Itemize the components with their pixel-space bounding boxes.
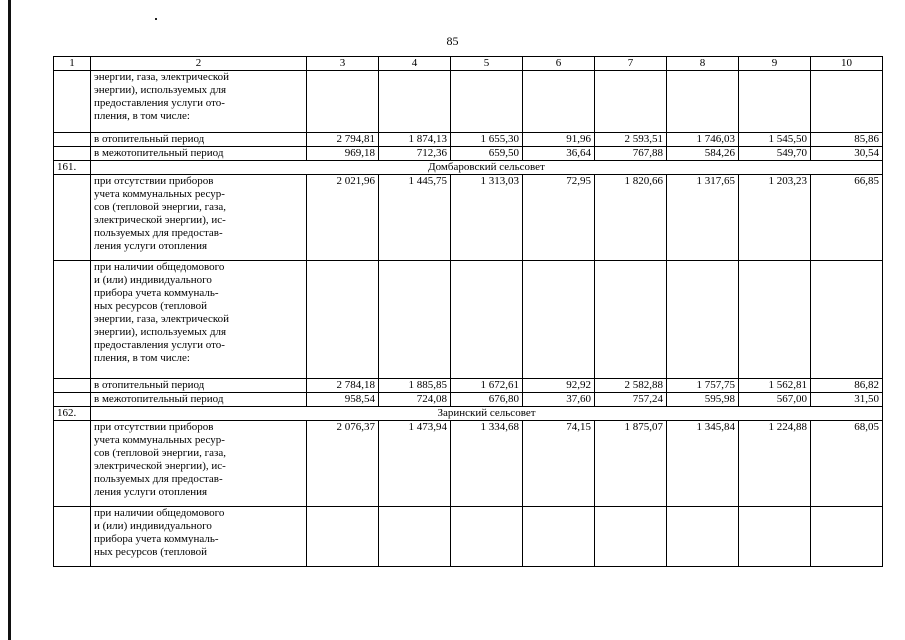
value-cell [811, 507, 883, 567]
value-cell: 30,54 [811, 147, 883, 161]
value-cell: 1 313,03 [451, 175, 523, 261]
value-cell: 1 203,23 [739, 175, 811, 261]
value-cell: 584,26 [667, 147, 739, 161]
header-cell: 1 [54, 57, 91, 71]
value-cell: 2 794,81 [307, 133, 379, 147]
value-cell: 969,18 [307, 147, 379, 161]
value-cell [739, 507, 811, 567]
value-cell: 86,82 [811, 379, 883, 393]
header-cell: 6 [523, 57, 595, 71]
table-row [54, 379, 883, 393]
row-label: при наличии общедомового и (или) индивидуального прибора учета коммуналь- ных ресурсов (тепловой энергии, газа, электрической энергии), используемых для предоставления услуги ото- пления, в том числе: [91, 261, 307, 379]
value-cell: 1 473,94 [379, 421, 451, 507]
value-cell [451, 507, 523, 567]
value-cell: 724,08 [379, 393, 451, 407]
row-label: при наличии общедомового и (или) индивидуального прибора учета коммуналь- ных ресурсов (тепловой [91, 507, 307, 567]
row-label: при отсутствии приборов учета коммунальных ресур- сов (тепловой энергии, газа, электрической энергии), ис- пользуемых для предостав- ления услуги отопления [91, 421, 307, 507]
value-cell [595, 261, 667, 379]
row-label: в отопительный период [91, 379, 307, 393]
value-cell: 549,70 [739, 147, 811, 161]
value-cell: 757,24 [595, 393, 667, 407]
value-cell [739, 71, 811, 133]
value-cell [451, 261, 523, 379]
num-cell [54, 507, 91, 567]
value-cell: 1 885,85 [379, 379, 451, 393]
value-cell: 1 875,07 [595, 421, 667, 507]
value-cell [523, 261, 595, 379]
table-row [54, 147, 883, 161]
value-cell: 2 582,88 [595, 379, 667, 393]
value-cell: 85,86 [811, 133, 883, 147]
value-cell [667, 261, 739, 379]
value-cell: 92,92 [523, 379, 595, 393]
value-cell [811, 261, 883, 379]
value-cell: 1 224,88 [739, 421, 811, 507]
header-cell: 8 [667, 57, 739, 71]
scan-speck [155, 18, 157, 20]
value-cell: 659,50 [451, 147, 523, 161]
num-cell [54, 133, 91, 147]
tariff-table [53, 56, 883, 567]
value-cell: 1 820,66 [595, 175, 667, 261]
value-cell: 1 317,65 [667, 175, 739, 261]
header-cell: 9 [739, 57, 811, 71]
value-cell: 1 746,03 [667, 133, 739, 147]
header-cell: 5 [451, 57, 523, 71]
header-cell: 2 [91, 57, 307, 71]
value-cell: 37,60 [523, 393, 595, 407]
value-cell [523, 71, 595, 133]
value-cell [595, 71, 667, 133]
value-cell [595, 507, 667, 567]
header-cell: 7 [595, 57, 667, 71]
num-cell [54, 393, 91, 407]
value-cell: 2 076,37 [307, 421, 379, 507]
header-cell: 3 [307, 57, 379, 71]
value-cell [307, 71, 379, 133]
value-cell: 68,05 [811, 421, 883, 507]
table-row [54, 175, 883, 261]
header-cell: 10 [811, 57, 883, 71]
value-cell: 2 021,96 [307, 175, 379, 261]
table-row [54, 507, 883, 567]
value-cell: 1 545,50 [739, 133, 811, 147]
value-cell: 595,98 [667, 393, 739, 407]
value-cell: 1 445,75 [379, 175, 451, 261]
value-cell [523, 507, 595, 567]
row-label: в отопительный период [91, 133, 307, 147]
value-cell: 712,36 [379, 147, 451, 161]
section-title: Домбаровский сельсовет [91, 161, 883, 175]
value-cell [667, 71, 739, 133]
value-cell: 36,64 [523, 147, 595, 161]
row-label: при отсутствии приборов учета коммунальных ресур- сов (тепловой энергии, газа, электрической энергии), ис- пользуемых для предостав- ления услуги отопления [91, 175, 307, 261]
value-cell: 2 784,18 [307, 379, 379, 393]
value-cell [379, 507, 451, 567]
page-number: 85 [446, 34, 459, 48]
table-row [54, 393, 883, 407]
value-cell: 74,15 [523, 421, 595, 507]
value-cell: 91,96 [523, 133, 595, 147]
value-cell: 1 334,68 [451, 421, 523, 507]
header-cell: 4 [379, 57, 451, 71]
value-cell: 66,85 [811, 175, 883, 261]
value-cell: 958,54 [307, 393, 379, 407]
value-cell [379, 71, 451, 133]
table-row [54, 133, 883, 147]
row-label: в межотопительный период [91, 393, 307, 407]
scan-edge-bar [8, 0, 11, 640]
section-row [54, 161, 883, 175]
section-number: 162. [54, 407, 91, 421]
value-cell: 31,50 [811, 393, 883, 407]
value-cell: 1 345,84 [667, 421, 739, 507]
value-cell [667, 507, 739, 567]
num-cell [54, 175, 91, 261]
value-cell [739, 261, 811, 379]
num-cell [54, 421, 91, 507]
section-number: 161. [54, 161, 91, 175]
value-cell: 767,88 [595, 147, 667, 161]
table-row [54, 71, 883, 133]
value-cell [451, 71, 523, 133]
value-cell [307, 261, 379, 379]
value-cell [307, 507, 379, 567]
value-cell [811, 71, 883, 133]
value-cell: 676,80 [451, 393, 523, 407]
header-row [54, 57, 883, 71]
value-cell: 1 757,75 [667, 379, 739, 393]
row-label: в межотопительный период [91, 147, 307, 161]
value-cell: 1 562,81 [739, 379, 811, 393]
value-cell: 1 655,30 [451, 133, 523, 147]
table-row [54, 261, 883, 379]
value-cell [379, 261, 451, 379]
value-cell: 1 672,61 [451, 379, 523, 393]
section-row [54, 407, 883, 421]
value-cell: 567,00 [739, 393, 811, 407]
section-title: Заринский сельсовет [91, 407, 883, 421]
num-cell [54, 261, 91, 379]
row-label: энергии, газа, электрической энергии), используемых для предоставления услуги ото- пления, в том числе: [91, 71, 307, 133]
table-row [54, 421, 883, 507]
value-cell: 1 874,13 [379, 133, 451, 147]
num-cell [54, 71, 91, 133]
num-cell [54, 147, 91, 161]
value-cell: 2 593,51 [595, 133, 667, 147]
value-cell: 72,95 [523, 175, 595, 261]
num-cell [54, 379, 91, 393]
